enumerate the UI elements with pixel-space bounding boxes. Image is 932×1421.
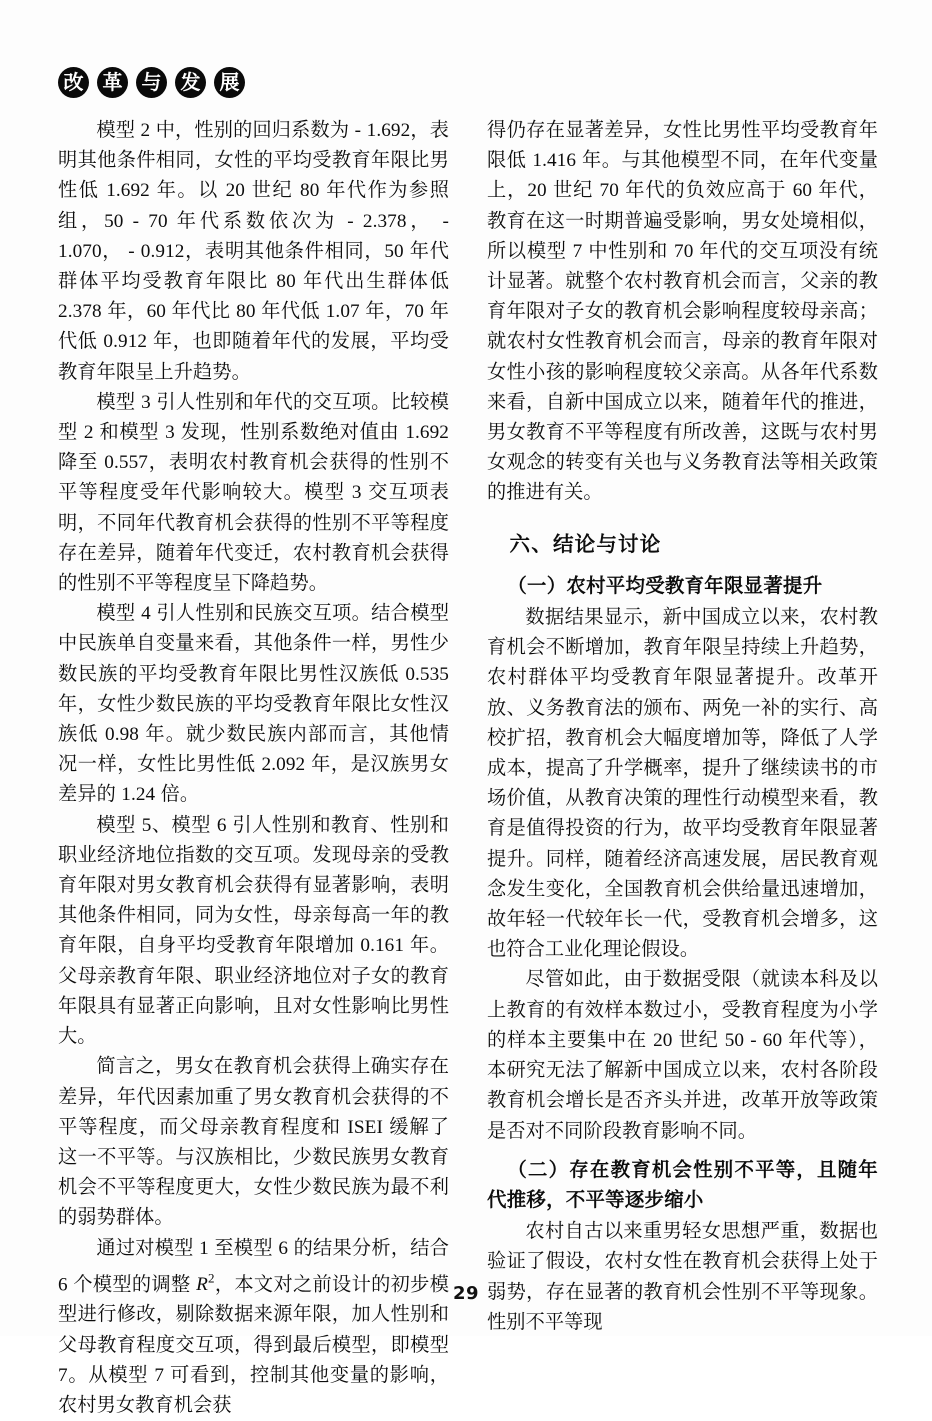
running-head-char-4: 发	[175, 67, 206, 98]
paragraph-with-formula	[58, 1234, 449, 1421]
left-column	[58, 116, 449, 1421]
running-head	[58, 62, 245, 102]
paragraph: 模型 5、模型 6 引人性别和教育、性别和职业经济地位指数的交互项。发现母亲的受教育年限对男女教育机会获得有显著影响，表明其他条件相同，同为女性，母亲每高一年的教育年限，自身平均受教育年限增加 0.161 年。父母亲教育年限、职业经济地位对子女的教育年限具有显著正向影响，且对女性影响比男性大。	[58, 814, 449, 1048]
section-heading-six: 六、结论与讨论	[509, 531, 662, 556]
page-number: 29	[452, 1283, 480, 1304]
running-head-char-2: 革	[97, 67, 128, 98]
right-column	[487, 116, 878, 1421]
paragraph-text-after-formula: ，本文对之前设计的初步模型进行修改，剔除数据来源年限，加人性别和父母教育程度交互项，得到最后模型，即模型 7。从模型 7 可看到，控制其他变量的影响，农村男女教育机会获	[58, 1274, 449, 1416]
paragraph: 简言之，男女在教育机会获得上确实存在差异，年代因素加重了男女教育机会获得的不平等程度，而父母亲教育程度和 ISEI 缓解了这一不平等。与汉族相比，少数民族男女教育机会不平等程度更大，女性少数民族为最不利的弱势群体。	[58, 1056, 449, 1229]
subsection-heading-two: （二）存在教育机会性别不平等，且随年代推移，不平等逐步缩小	[487, 1157, 878, 1211]
paragraph: 尽管如此，由于数据受限（就读本科及以上教育的有效样本数过小，受教育程度为小学的样本主要集中在 20 世纪 50 - 60 年代等），本研究无法了解新中国成立以来，农村各阶段教育机会增长是否齐头并进，改革开放等政策是否对不同阶段教育影响不同。	[487, 969, 878, 1142]
formula-base: R	[196, 1274, 208, 1296]
two-column-body	[58, 116, 878, 1421]
paragraph-text-before-formula: 通过对模型 1 至模型 6 的结果分析，结合 6 个模型的调整	[58, 1237, 449, 1296]
paragraph: 模型 4 引人性别和民族交互项。结合模型中民族单自变量来看，其他条件一样，男性少数民族的平均受教育年限比男性汉族低 0.535 年，女性少数民族的平均受教育年限比女性汉族低 0.98 年。就少数民族内部而言，其他情况一样，女性比男性低 2.092 年，是汉族男女差异的 1.24 倍。	[58, 603, 449, 806]
running-head-char-5: 展	[214, 67, 245, 98]
running-head-char-3: 与	[136, 67, 167, 98]
subsection-heading-one: （一）农村平均受教育年限显著提升	[507, 573, 823, 597]
paragraph: 模型 2 中，性别的回归系数为 - 1.692，表明其他条件相同，女性的平均受教育年限比男性低 1.692 年。以 20 世纪 80 年代作为参照组，50 - 70 年代系数依次为 - 2.378， - 1.070， - 0.912，表明其他条件相同，50 年代群体平均受教育年限比 80 年代出生群体低 2.378 年，60 年代比 80 年代低 1.07 年，70 年代低 0.912 年，也即随着年代的发展，平均受教育年限呈上升趋势。	[58, 120, 449, 383]
paragraph: 模型 3 引人性别和年代的交互项。比较模型 2 和模型 3 发现，性别系数绝对值由 1.692 降至 0.557，表明农村教育机会获得的性别不平等程度受年代影响较大。模型 3 交互项表明，不同年代教育机会获得的性别不平等程度存在差异，随着年代变迁，农村教育机会获得的性别不平等程度呈下降趋势。	[58, 391, 449, 595]
paragraph: 农村自古以来重男轻女思想严重，数据也验证了假设，农村女性在教育机会获得上处于弱势，存在显著的教育机会性别不平等现象。性别不平等现	[487, 1221, 878, 1333]
paragraph: 数据结果显示，新中国成立以来，农村教育机会不断增加，教育年限呈持续上升趋势，农村群体平均受教育年限显著提升。改革开放、义务教育法的颁布、两免一补的实行、高校扩招，教育机会大幅度增加等，降低了人学成本，提高了升学概率，提升了继续读书的市场价值，从教育决策的理性行动模型来看，教育是值得投资的行为，故平均受教育年限显著提升。同样，随着经济高速发展，居民教育观念发生变化，全国教育机会供给量迅速增加，故年轻一代较年长一代，受教育机会增多，这也符合工业化理论假设。	[487, 607, 878, 961]
paragraph-continuation: 得仍存在显著差异，女性比男性平均受教育年限低 1.416 年。与其他模型不同，在年代变量上，20 世纪 70 年代的负效应高于 60 年代，教育在这一时期普遍受影响，男女处境相似，所以模型 7 中性别和 70 年代的交互项没有统计显著。就整个农村教育机会而言，父亲的教育年限对子女的教育机会影响程度较母亲高；就农村女性教育机会而言，母亲的教育年限对女性小孩的影响程度较父亲高。从各年代系数来看，自新中国成立以来，随着年代的推进，男女教育不平等程度有所改善，这既与农村男女观念的转变有关也与义务教育法等相关政策的推进有关。	[487, 120, 878, 504]
running-head-char-1: 改	[58, 67, 89, 98]
formula-exponent: 2	[208, 1270, 215, 1286]
